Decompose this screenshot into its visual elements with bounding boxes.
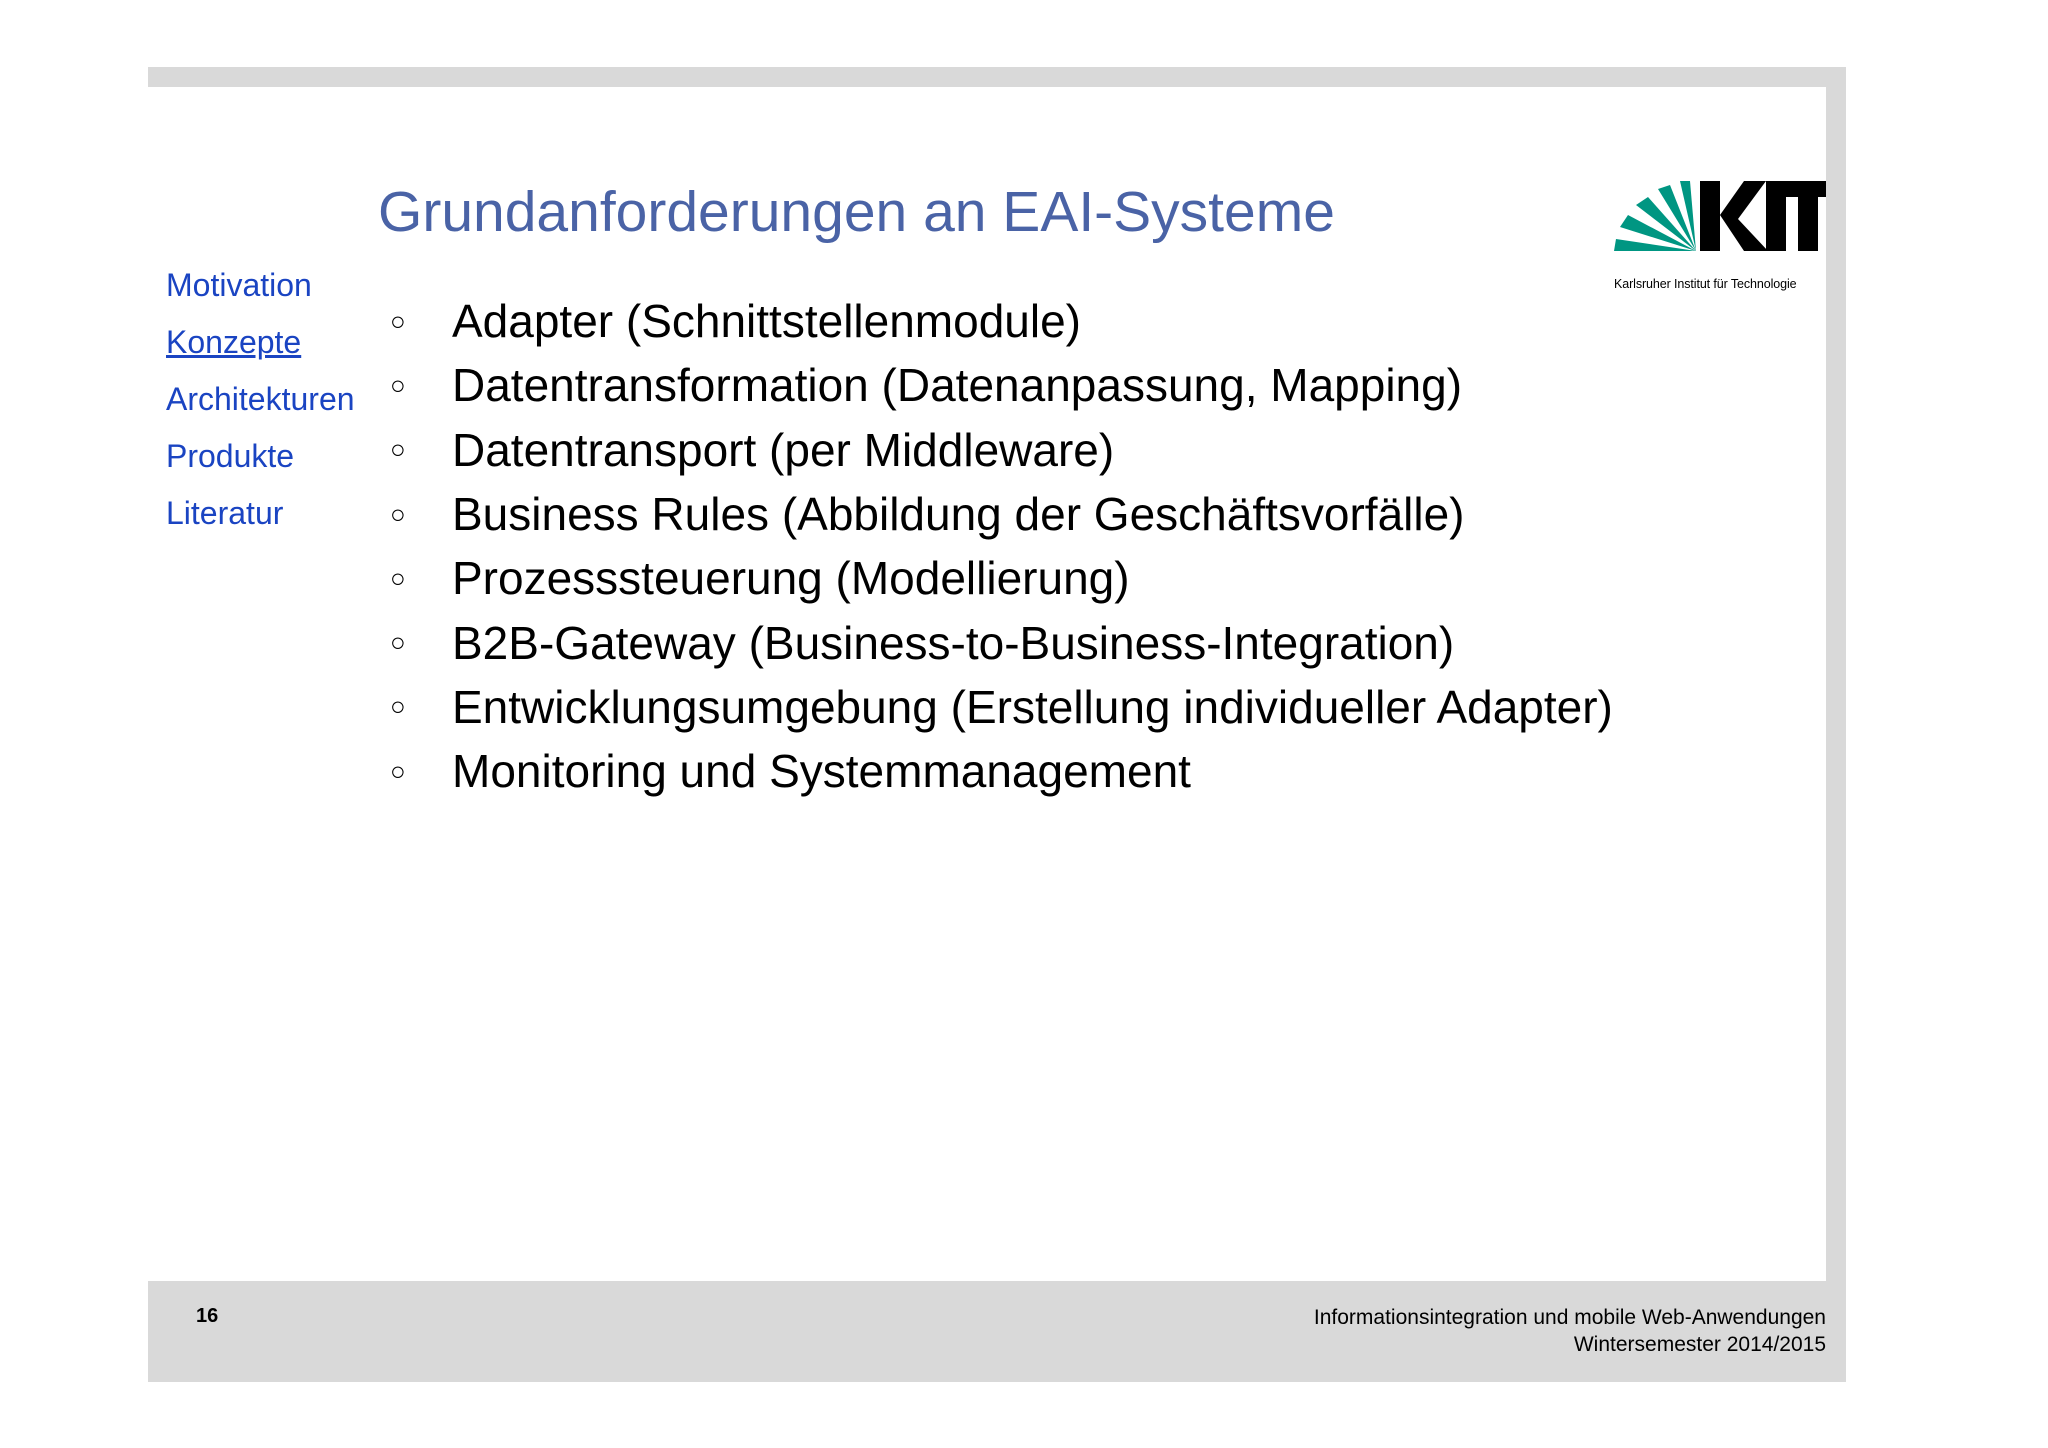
- kit-logo-rays: [1614, 181, 1696, 251]
- slide-title: Grundanforderungen an EAI-Systeme: [378, 180, 1335, 244]
- bullet-text: Datentransport (per Middleware): [452, 423, 1115, 476]
- list-item: [388, 289, 1613, 353]
- bullet-text: Monitoring und Systemmanagement: [452, 745, 1191, 798]
- list-item: [388, 482, 1613, 546]
- list-item: [388, 418, 1613, 482]
- bullet-text: B2B-Gateway (Business-to-Business-Integration): [452, 616, 1455, 669]
- bullet-text: Entwicklungsumgebung (Erstellung individueller Adapter): [452, 680, 1613, 733]
- footer-course-info: [1314, 1304, 1826, 1358]
- nav-item-konzepte[interactable]: Konzepte: [166, 324, 302, 360]
- page-number: 16: [196, 1305, 219, 1327]
- bullet-text: Adapter (Schnittstellenmodule): [452, 295, 1081, 348]
- bullet-marker-icon: ○: [390, 562, 406, 593]
- slide-footer: [148, 1281, 1846, 1382]
- kit-logo-subtitle: Karlsruher Institut für Technologie: [1614, 277, 1797, 291]
- bullet-marker-icon: ○: [390, 369, 406, 400]
- footer-semester: Wintersemester 2014/2015: [1573, 1333, 1826, 1356]
- list-item: [388, 610, 1613, 674]
- nav-item-architekturen[interactable]: Architekturen: [166, 381, 355, 417]
- bullet-marker-icon: ○: [390, 627, 406, 658]
- list-item: [388, 353, 1613, 417]
- kit-logo-graphic: [1614, 127, 1826, 277]
- kit-logo: [1614, 127, 1826, 291]
- side-navigation: [166, 265, 355, 550]
- bullet-marker-icon: ○: [390, 755, 406, 786]
- bullet-text: Business Rules (Abbildung der Geschäftsvorfälle): [452, 488, 1465, 541]
- list-item: [388, 546, 1613, 610]
- bullet-marker-icon: ○: [390, 498, 406, 529]
- list-item: [388, 739, 1613, 803]
- bullet-text: Prozesssteuerung (Modellierung): [452, 552, 1130, 605]
- nav-item-produkte[interactable]: Produkte: [166, 438, 295, 474]
- list-item: [388, 675, 1613, 739]
- slide-frame-corner: [1808, 87, 1826, 105]
- nav-item-literatur[interactable]: Literatur: [166, 495, 284, 531]
- slide-frame-top: [148, 67, 1846, 87]
- nav-item-motivation[interactable]: Motivation: [166, 267, 312, 303]
- bullet-text: Datentransformation (Datenanpassung, Mapping): [452, 359, 1463, 412]
- footer-course-title: Informationsintegration und mobile Web-Anwendungen: [1313, 1306, 1826, 1329]
- slide-frame-right: [1826, 67, 1846, 1382]
- bullet-marker-icon: ○: [390, 434, 406, 465]
- bullet-list: [388, 289, 1613, 803]
- slide: [148, 67, 1846, 1382]
- bullet-marker-icon: ○: [390, 305, 406, 336]
- bullet-marker-icon: ○: [390, 691, 406, 722]
